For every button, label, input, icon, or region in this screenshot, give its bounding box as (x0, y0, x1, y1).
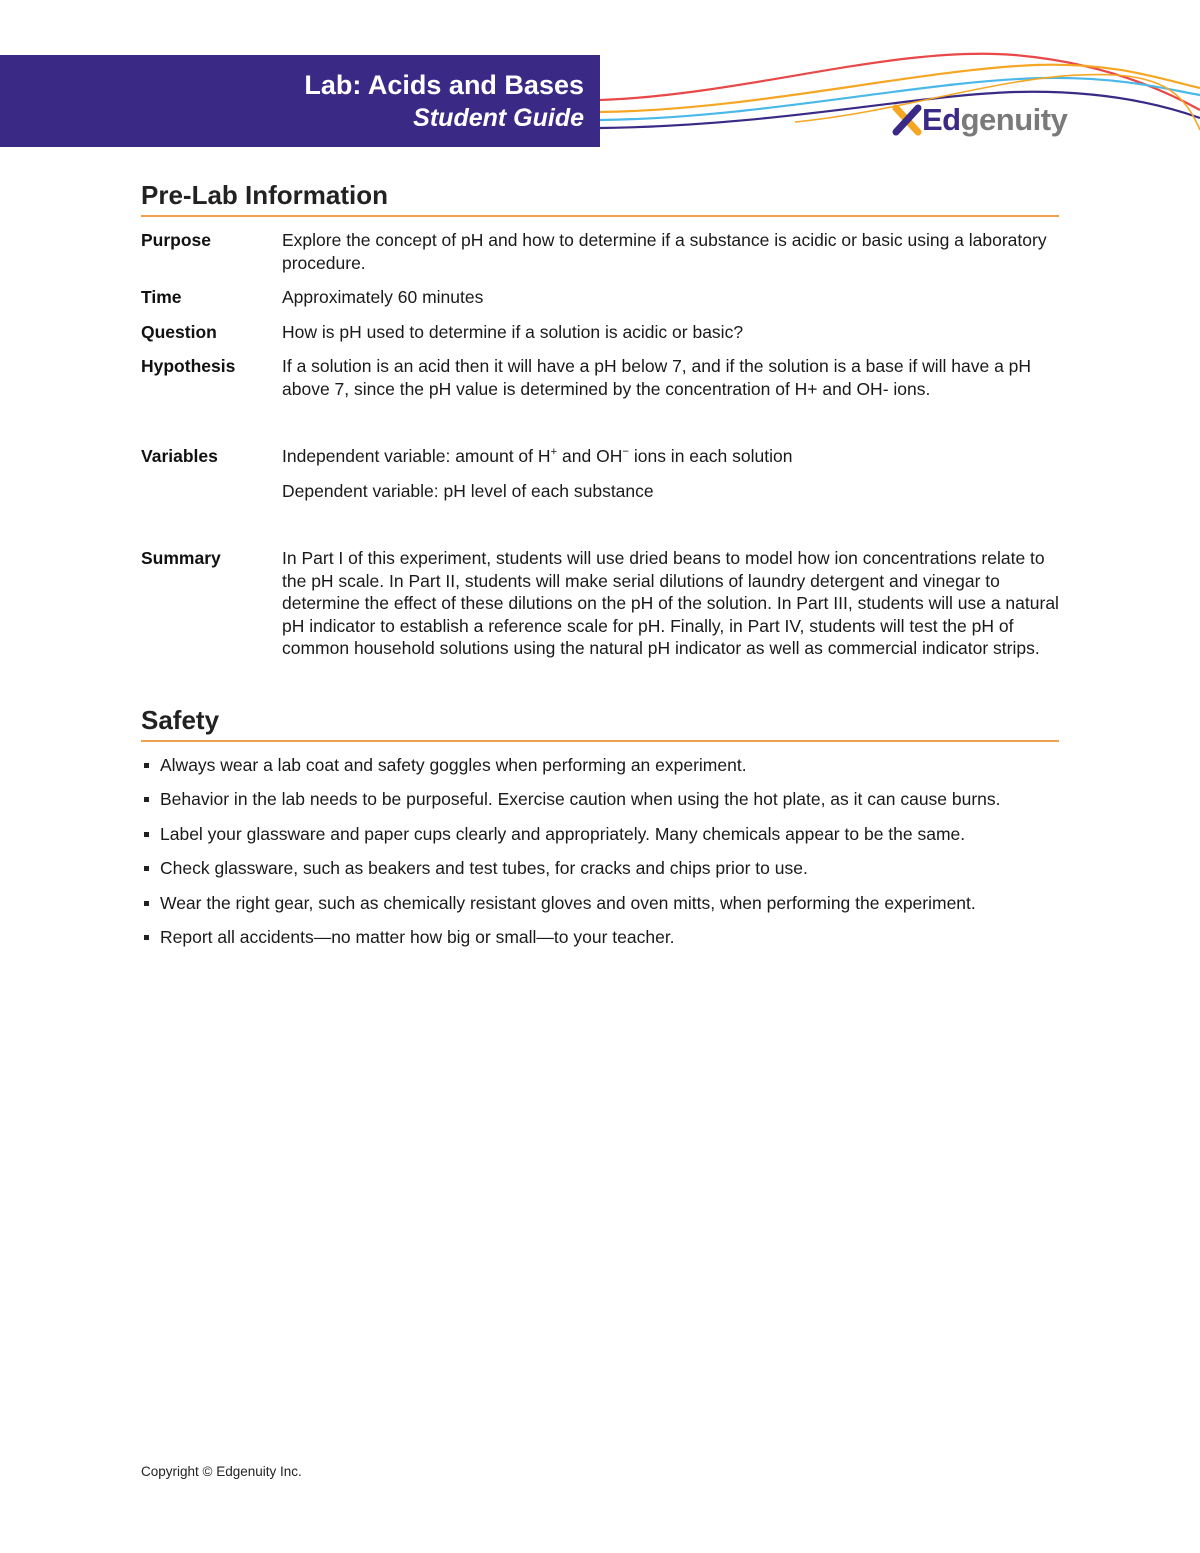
list-item: Check glassware, such as beakers and test tubes, for cracks and chips prior to use. (141, 857, 1059, 880)
list-item: Behavior in the lab needs to be purposeful. Exercise caution when using the hot plate, as it can cause burns. (141, 788, 1059, 811)
info-label: Time (141, 287, 182, 307)
header-banner (0, 55, 600, 147)
list-item: Label your glassware and paper cups clearly and appropriately. Many chemicals appear to be the same. (141, 823, 1059, 846)
info-label: Purpose (141, 230, 212, 250)
info-value (282, 445, 1059, 502)
info-label: Hypothesis (141, 356, 236, 376)
list-item: Always wear a lab coat and safety goggles when performing an experiment. (141, 754, 1059, 777)
logo-text-prefix: Ed (922, 102, 961, 137)
info-row-hypothesis (141, 355, 1059, 400)
logo-text-suffix: genuity (960, 102, 1068, 137)
info-value: If a solution is an acid then it will have a pH below 7, and if the solution is a base if will have a pH above 7, since the pH value is determined by the concentration of H+ and OH- ions. (282, 356, 1032, 399)
info-value: How is pH used to determine if a solution is acidic or basic? (282, 321, 744, 342)
bullet-icon (144, 901, 149, 906)
info-row-question (141, 321, 1059, 344)
prelab-heading: Pre-Lab Information (141, 178, 1059, 217)
safety-section (141, 703, 1059, 949)
info-value: In Part I of this experiment, students will use dried beans to model how ion concentrations relate to the pH scale. In Part II, students will make serial dilutions of laundry detergent and vinegar to determine the effect of these dilutions on the pH of the solution. In Part III, students will use a natural pH indicator to establish a reference scale for pH. Finally, in Part IV, students will test the pH of common household solutions using the natural pH indicator as well as commercial indicator strips. (282, 548, 1059, 658)
bullet-icon (144, 832, 149, 837)
info-label: Variables (141, 446, 218, 466)
info-value: Explore the concept of pH and how to determine if a substance is acidic or basic using a laboratory procedure. (282, 230, 1047, 273)
bullet-icon (144, 866, 149, 871)
bullet-icon (144, 763, 149, 768)
bullet-icon (144, 935, 149, 940)
dependent-variable: Dependent variable: pH level of each substance (282, 480, 654, 501)
edgenuity-logo (892, 100, 1072, 140)
info-row-variables (141, 445, 1059, 502)
info-row-purpose (141, 229, 1059, 274)
list-item: Report all accidents—no matter how big or small—to your teacher. (141, 926, 1059, 949)
prelab-info-table (141, 229, 1059, 660)
info-value: Approximately 60 minutes (282, 287, 484, 307)
info-label: Summary (141, 548, 221, 568)
safety-list (141, 754, 1059, 949)
document-title: Lab: Acids and Bases (304, 70, 584, 100)
info-row-time (141, 286, 1059, 309)
copyright-footer: Copyright © Edgenuity Inc. (141, 1464, 302, 1479)
independent-variable: Independent variable: amount of H+ and OH− ions in each solution (282, 446, 793, 466)
document-subtitle: Student Guide (413, 104, 584, 132)
logo-text (922, 100, 1067, 140)
bullet-icon (144, 797, 149, 802)
logo-x-icon (892, 100, 922, 140)
info-row-summary (141, 547, 1059, 660)
list-item: Wear the right gear, such as chemically resistant gloves and oven mitts, when performing the experiment. (141, 892, 1059, 915)
main-content (141, 178, 1059, 961)
safety-heading: Safety (141, 703, 1059, 742)
info-label: Question (141, 321, 217, 342)
